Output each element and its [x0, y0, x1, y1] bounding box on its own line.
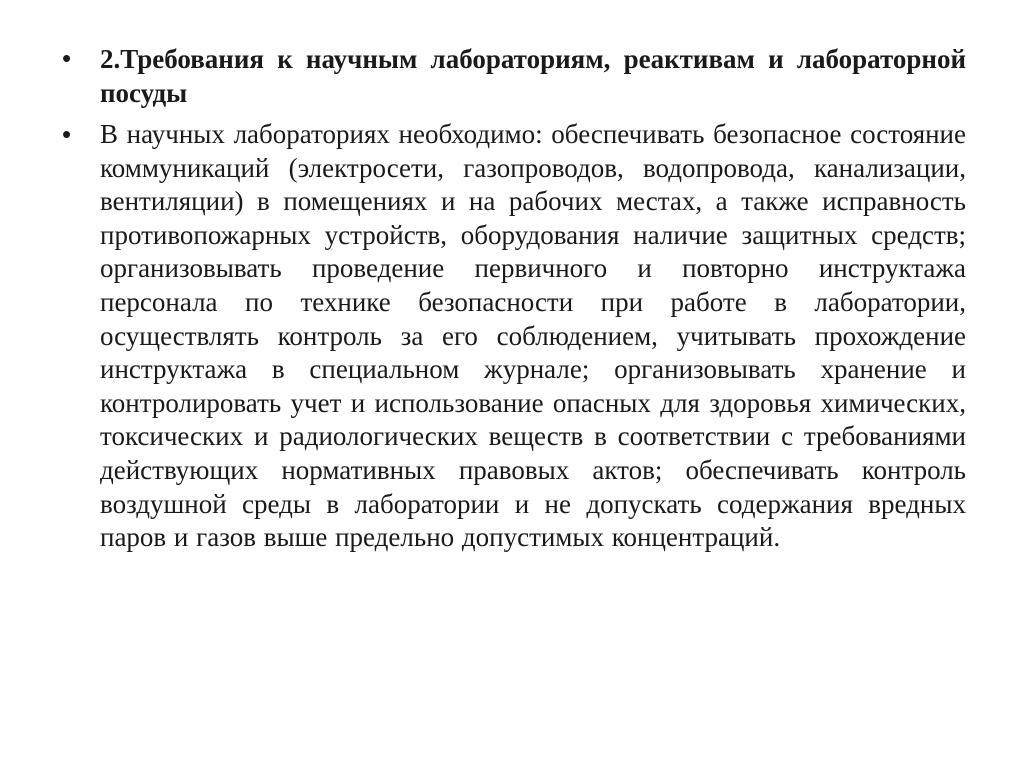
bullet-heading — [62, 42, 966, 110]
section-heading: 2.Требования к научным лабораториям, реактивам и лабораторной посуды — [100, 44, 966, 108]
bullet-list — [62, 42, 966, 563]
body-paragraph: В научных лабораториях необходимо: обеспечивать безопасное состояние коммуникаций (электросети, газопроводов, водопровода, канализации, вентиляции) в помещениях и на рабочих местах, а также исправность противопожарных устройств, оборудования наличие защитных средств; организовывать проведение первичного и повторно инструктажа персонала по технике безопасности при работе в лаборатории, осуществлять контроль за его соблюдением, учитывать прохождение инструктажа в специальном журнале; организовывать хранение и контролировать учет и использование опасных для здоровья химических, токсических и радиологических веществ в соответствии с требованиями действующих нормативных правовых актов; обеспечивать контроль воздушной среды в лаборатории и не допускать содержания вредных паров и газов выше предельно допустимых концентраций. — [100, 119, 966, 553]
bullet-icon: • — [62, 119, 72, 149]
bullet-icon: • — [62, 43, 72, 73]
bullet-body — [62, 118, 966, 555]
